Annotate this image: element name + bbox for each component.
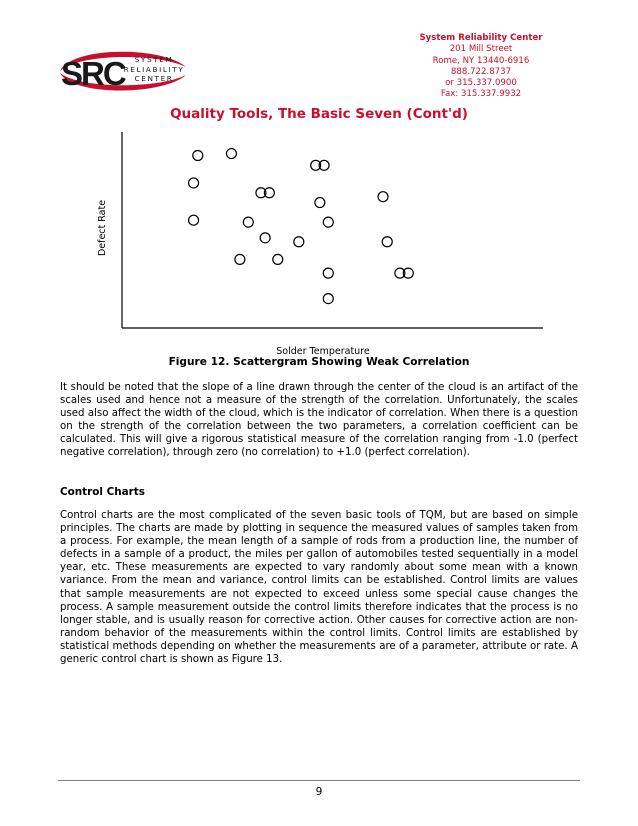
org-address bbox=[391, 33, 571, 101]
page-number: 9 bbox=[315, 786, 323, 798]
scatter-point bbox=[294, 237, 304, 247]
scatter-point bbox=[382, 237, 392, 247]
scatter-point bbox=[260, 233, 270, 243]
scatter-point bbox=[243, 217, 253, 227]
section-title: Quality Tools, The Basic Seven (Cont'd) bbox=[170, 106, 468, 122]
scatter-point bbox=[189, 178, 199, 188]
paragraph-correlation: It should be noted that the slope of a line drawn through the center of the cloud is an artifact of the scales used and hence not a measure of the strength of the correlation. Unfortunately, the scales used also affect the width of the cloud, which is the indicator of correlation. When there is a question on the strength of the correlation between the two parameters, a correlation coefficient can be calculated. This will give a rigorous statistical measure of the correlation ranging from -1.0 (perfect negative correlation), through zero (no correlation) to +1.0 (perfect correlation). bbox=[60, 382, 578, 459]
logo-letters: SRC bbox=[61, 55, 125, 92]
org-phone-alt: or 315.337.0900 bbox=[445, 78, 517, 89]
scatter-point bbox=[323, 294, 333, 304]
scatter-point bbox=[226, 149, 236, 159]
scatter-chart bbox=[85, 128, 555, 358]
logo-text-line: SYSTEM bbox=[134, 55, 174, 64]
scatter-point bbox=[193, 151, 203, 161]
x-axis-label: Solder Temperature bbox=[276, 346, 370, 357]
paragraph-control-charts: Control charts are the most complicated of the seven basic tools of TQM, but are based on simple principles. The charts are made by plotting in sequence the measured values of samples taken from a process. For example, the mean length of a sample of rods from a production line, the number of defects in a sample of a product, the miles per gallon of automobiles tested sequentially in a model year, etc. These measurements are expected to vary randomly about some mean with a known variance. From the mean and variance, control limits can be established. Control limits are values that sample measurements are not expected to exceed unless some special cause changes the process. A sample measurement outside the control limits therefore indicates that the process is no longer stable, and is usually reason for corrective action. Other causes for corrective action are non-random behavior of the measurements within the control limits. Control limits are established by statistical methods depending on whether the measurements are of a parameter, attribute or rate. A generic control chart is shown as Figure 13. bbox=[60, 510, 578, 666]
scatter-point bbox=[189, 215, 199, 225]
figure-caption: Figure 12. Scattergram Showing Weak Correlation bbox=[168, 356, 470, 368]
scatter-point bbox=[315, 198, 325, 208]
org-phone: 888.722.8737 bbox=[450, 66, 512, 77]
org-name: System Reliability Center bbox=[419, 33, 543, 43]
data-points bbox=[189, 149, 414, 304]
logo-text-line: RELIABILITY bbox=[123, 64, 185, 74]
scatter-point bbox=[273, 254, 283, 264]
org-city: Rome, NY 13440-6916 bbox=[432, 55, 530, 66]
org-fax: Fax: 315.337.9932 bbox=[440, 89, 522, 100]
scatter-point bbox=[235, 254, 245, 264]
scatter-point bbox=[323, 268, 333, 278]
section-heading-control-charts: Control Charts bbox=[60, 486, 145, 498]
org-street: 201 Mill Street bbox=[449, 44, 513, 55]
footer-rule bbox=[58, 780, 580, 781]
y-axis-label: Defect Rate bbox=[97, 199, 108, 257]
logo-text-line: CENTER bbox=[134, 74, 174, 84]
scatter-point bbox=[323, 217, 333, 227]
logo-text bbox=[115, 55, 193, 84]
scatter-point bbox=[378, 192, 388, 202]
